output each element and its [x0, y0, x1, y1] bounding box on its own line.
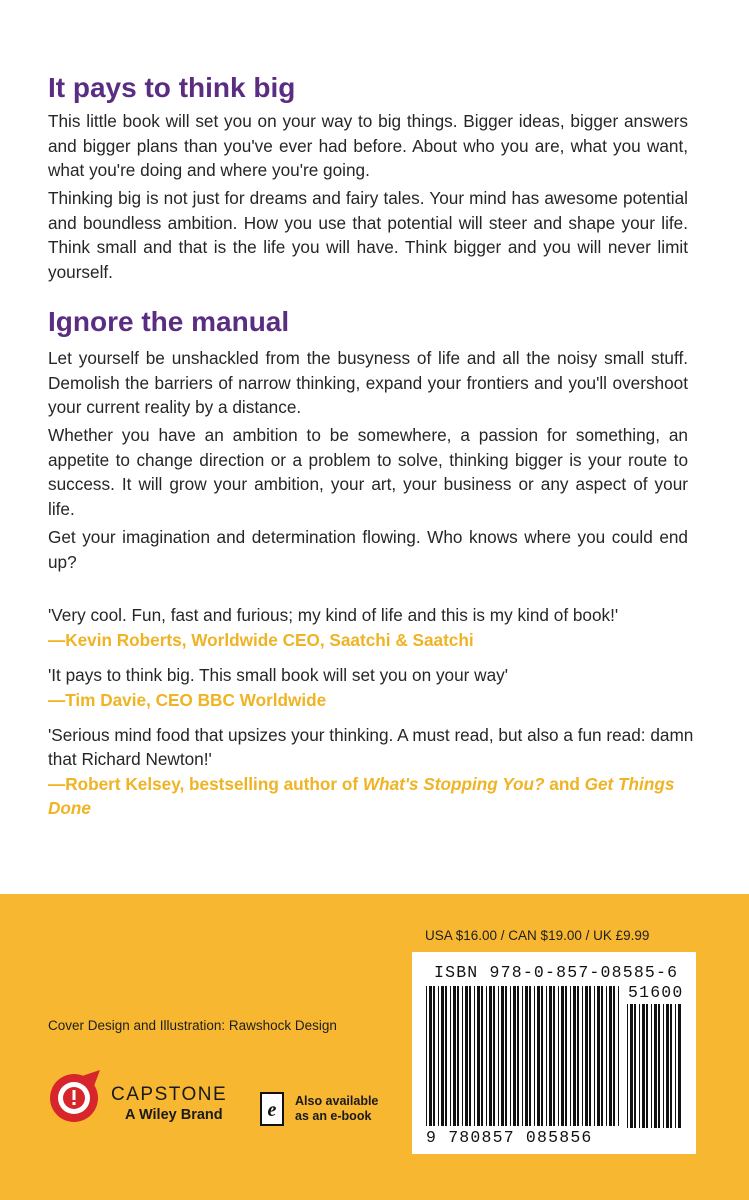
barcode-bar	[582, 986, 583, 1126]
capstone-logo-icon	[48, 1066, 104, 1126]
barcode-bar	[453, 986, 456, 1126]
barcode-bar	[585, 986, 588, 1126]
barcode-number: 9 780857 085856	[426, 1128, 593, 1147]
barcode-bar	[537, 986, 540, 1126]
barcode-icon	[426, 986, 620, 1126]
barcode-bar	[601, 986, 603, 1126]
heading-ignore-manual: Ignore the manual	[48, 306, 290, 337]
barcode-bar	[505, 986, 507, 1126]
book-title: What's Stopping You?	[362, 774, 545, 794]
barcode-bar	[498, 986, 499, 1126]
svg-text:e: e	[267, 1099, 277, 1121]
barcode-bar	[613, 986, 615, 1126]
barcode-bar	[675, 1004, 676, 1128]
barcode-bar	[457, 986, 459, 1126]
barcode-bar	[426, 986, 427, 1126]
barcode-bar	[565, 986, 567, 1126]
barcode-bar	[474, 986, 475, 1126]
barcode-bar	[558, 986, 559, 1126]
barcode-bar	[589, 986, 591, 1126]
book-title: Get Things Done	[48, 774, 675, 818]
barcode-bar	[450, 986, 451, 1126]
paragraph: Thinking big is not just for dreams and fairy tales. Your mind has awesome potential and boundless ambition. How you use that potential will steer and shape your life. Think small and that is the life you will have. Think bigger and you will never limit yourself.	[48, 188, 688, 282]
barcode-bar	[465, 986, 468, 1126]
barcode-bar	[469, 986, 471, 1126]
barcode-bar	[441, 986, 444, 1126]
barcode-bar	[594, 986, 595, 1126]
ebook-line: Also available	[295, 1094, 379, 1108]
ebook-line: as an e-book	[295, 1109, 372, 1123]
paragraph: Whether you have an ambition to be somewhere, a passion for something, an appetite to change direction or a problem to solve, thinking bigger is your route to success. It will grow your ambition, your art, your business or any aspect of your life.	[48, 425, 688, 519]
ebook-icon	[260, 1092, 284, 1126]
barcode-bar	[489, 986, 492, 1126]
barcode-bar	[534, 986, 535, 1126]
barcode-bar	[609, 986, 612, 1126]
isbn-text: ISBN 978-0-857-08585-6	[434, 963, 679, 982]
barcode-bar	[438, 986, 439, 1126]
barcode-addon-icon	[627, 1004, 683, 1128]
price-line: USA $16.00 / CAN $19.00 / UK £9.99	[425, 928, 650, 943]
barcode-bar	[627, 1004, 628, 1128]
endorsement-attribution	[48, 772, 708, 820]
barcode-bar	[525, 986, 528, 1126]
cover-credit: Cover Design and Illustration: Rawshock Design	[48, 1018, 337, 1033]
barcode-bar	[618, 986, 619, 1126]
barcode-bar	[486, 986, 487, 1126]
barcode-bar	[573, 986, 576, 1126]
paragraph: Get your imagination and determination flowing. Who knows where you could end up?	[48, 527, 688, 572]
barcode-bar	[658, 1004, 660, 1128]
barcode-bar	[517, 986, 519, 1126]
endorsement-quote: 'Serious mind food that upsizes your thinking. A must read, but also a fun read: damn that Richard Newton!'	[48, 725, 694, 769]
endorsement-quote: 'Very cool. Fun, fast and furious; my kind of life and this is my kind of book!'	[48, 605, 619, 625]
barcode-bar	[651, 1004, 652, 1128]
barcode-bar	[654, 1004, 657, 1128]
barcode-bar	[481, 986, 483, 1126]
barcode-bar	[606, 986, 607, 1126]
barcode-bar	[445, 986, 447, 1126]
endorsement-quote: 'It pays to think big. This small book will set you on your way'	[48, 665, 509, 685]
barcode-bar	[546, 986, 547, 1126]
barcode-bar	[561, 986, 564, 1126]
barcode-bar	[630, 1004, 633, 1128]
attribution-mid: and	[544, 774, 585, 794]
barcode-panel	[412, 952, 696, 1154]
barcode-bar	[666, 1004, 669, 1128]
barcode-bar	[634, 1004, 636, 1128]
barcode-bar	[577, 986, 579, 1126]
barcode-bar	[570, 986, 571, 1126]
barcode-bar	[549, 986, 552, 1126]
price-code: 51600	[628, 983, 684, 1002]
barcode-bar	[493, 986, 495, 1126]
barcode-bar	[529, 986, 531, 1126]
barcode-bar	[639, 1004, 640, 1128]
barcode-bar	[510, 986, 511, 1126]
barcode-bar	[477, 986, 480, 1126]
barcode-bar	[642, 1004, 645, 1128]
ebook-note	[295, 1094, 378, 1124]
barcode-bar	[462, 986, 463, 1126]
barcode-bar	[429, 986, 432, 1126]
barcode-bar	[678, 1004, 681, 1128]
barcode-bar	[670, 1004, 672, 1128]
paragraph: Let yourself be unshackled from the busyness of life and all the noisy small stuff. Demolish the barriers of narrow thinking, expand your frontiers and you'll overshoot your current reality by a distance.	[48, 348, 688, 417]
barcode-bar	[513, 986, 516, 1126]
barcode-bar	[433, 986, 435, 1126]
endorsement-attribution: —Kevin Roberts, Worldwide CEO, Saatchi & Saatchi	[48, 630, 474, 650]
barcode-bar	[663, 1004, 664, 1128]
publisher-sub: A Wiley Brand	[125, 1107, 223, 1123]
endorsement-attribution: —Tim Davie, CEO BBC Worldwide	[48, 690, 327, 710]
barcode-bar	[597, 986, 600, 1126]
barcode-bar	[522, 986, 523, 1126]
paragraph: This little book will set you on your way to big things. Bigger ideas, bigger answers and bigger plans than you've ever had before. About who you are, what you want, what you're doing and where you're going.	[48, 111, 688, 180]
barcode-bar	[541, 986, 543, 1126]
attribution-prefix: —Robert Kelsey, bestselling author of	[48, 774, 363, 794]
publisher-name: CAPSTONE	[111, 1084, 228, 1105]
barcode-bar	[553, 986, 555, 1126]
barcode-bar	[501, 986, 504, 1126]
heading-think-big: It pays to think big	[48, 72, 296, 103]
barcode-bar	[646, 1004, 648, 1128]
